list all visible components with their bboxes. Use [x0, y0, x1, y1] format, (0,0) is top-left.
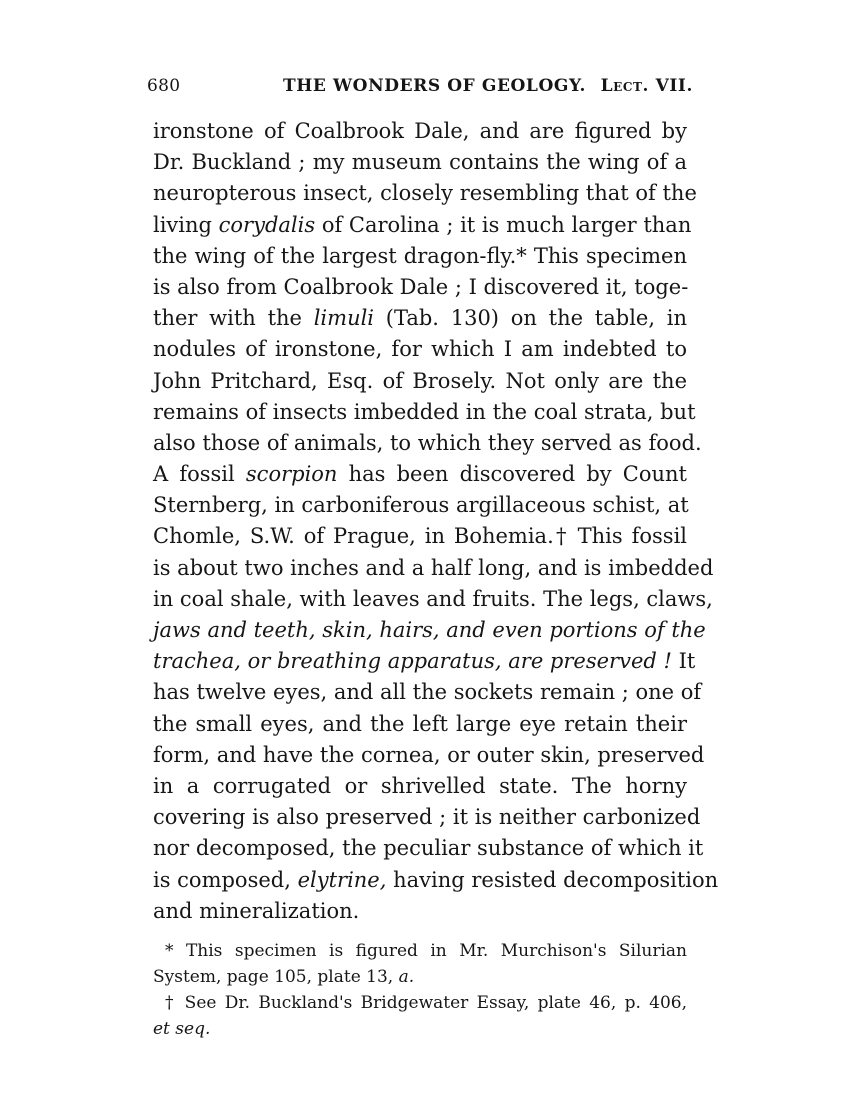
text-line [153, 553, 714, 584]
text-run: form, and have the cornea, or outer skin, preserved [153, 742, 705, 767]
text-run: remains of insects imbedded in the coal strata, but [153, 399, 696, 424]
text-line [153, 833, 704, 864]
footnote-line [153, 938, 687, 964]
text-run: Dr. Buckland ; my museum contains the wing of a [153, 150, 687, 175]
text-run: also those of animals, to which they served as food. [153, 430, 702, 455]
text-line [153, 490, 687, 521]
text-line [153, 210, 692, 241]
text-run: John Pritchard, Esq. of Brosely. Not only are the [153, 368, 687, 393]
text-run: It [671, 649, 696, 674]
text-line [153, 740, 705, 771]
running-header [147, 76, 693, 102]
text-run: covering is also preserved ; it is neither carbonized [153, 805, 701, 830]
text-run: is also from Coalbrook Dale ; I discovered it, toge- [153, 274, 689, 299]
text-line [153, 459, 687, 490]
text-run: is about two inches and a half long, and is imbedded [153, 555, 714, 580]
text-run: Sternberg, in carboniferous argillaceous schist, at [153, 493, 689, 518]
text-line [153, 615, 706, 646]
text-run: nor decomposed, the peculiar substance of which it [153, 836, 704, 861]
text-run: in a corrugated or shrivelled state. The horny [153, 773, 687, 798]
footnote-line [153, 990, 687, 1016]
text-line [153, 303, 687, 334]
text-line [153, 865, 719, 896]
text-run: the wing of the largest dragon-fly.* This specimen [153, 243, 687, 268]
text-run: living [153, 212, 219, 237]
text-run: Chomle, S.W. of Prague, in Bohemia.† This fossil [153, 524, 687, 549]
text-run: jaws and teeth, skin, hairs, and even portions of the [153, 618, 706, 642]
text-run: * This specimen is figured in Mr. Murchison's Silurian [165, 941, 687, 961]
text-run: trachea, or breathing apparatus, are preserved ! [153, 649, 672, 674]
text-line [153, 584, 713, 615]
text-run: System, page 105, plate 13, [153, 967, 399, 987]
text-line [153, 428, 702, 459]
text-run: ironstone of Coalbrook Dale, and are figured by [153, 119, 687, 143]
text-line [153, 802, 701, 833]
text-run: nodules of ironstone, for which I am indebted to [153, 337, 687, 362]
text-run: limuli [313, 306, 375, 331]
text-line [153, 677, 702, 708]
text-line [153, 334, 687, 365]
text-run: elytrine, [297, 867, 387, 892]
lecture-label: Lect. VII. [600, 76, 693, 96]
text-run: of Carolina ; it is much larger than [315, 212, 692, 237]
page-number: 680 [147, 76, 181, 96]
text-run: having resisted decomposition [386, 867, 719, 892]
text-line [153, 896, 687, 927]
text-run: has been discovered by Count [337, 462, 687, 487]
text-run: (Tab. 130) on the table, in [374, 306, 687, 331]
text-run: and mineralization. [153, 898, 360, 923]
running-title: THE WONDERS OF GEOLOGY. [283, 76, 587, 96]
text-run: ther with the [153, 306, 314, 331]
text-line [153, 178, 697, 209]
text-line [153, 147, 687, 178]
text-line [153, 709, 687, 740]
footnotes [153, 938, 687, 1042]
text-line [153, 366, 687, 397]
text-run: scorpion [245, 462, 338, 487]
body-text [153, 116, 719, 927]
text-line [153, 521, 687, 552]
text-run: a. [398, 967, 415, 987]
text-run: A fossil [153, 462, 246, 487]
text-run: neuropterous insect, closely resembling that of the [153, 181, 697, 206]
footnote-line [153, 1016, 687, 1042]
text-line [153, 646, 696, 677]
text-run: is composed, [153, 867, 298, 892]
text-line [153, 241, 687, 272]
text-run: the small eyes, and the left large eye retain their [153, 711, 687, 736]
text-run: † See Dr. Buckland's Bridgewater Essay, plate 46, p. 406, [165, 993, 687, 1013]
text-line [153, 116, 687, 147]
text-run: corydalis [218, 212, 316, 237]
text-run: et seq. [153, 1019, 211, 1039]
text-line [153, 272, 687, 303]
text-line [153, 771, 687, 802]
text-line [153, 397, 696, 428]
text-run: in coal shale, with leaves and fruits. The legs, claws, [153, 586, 713, 611]
footnote-line [153, 964, 687, 990]
text-run: has twelve eyes, and all the sockets remain ; one of [153, 680, 702, 705]
